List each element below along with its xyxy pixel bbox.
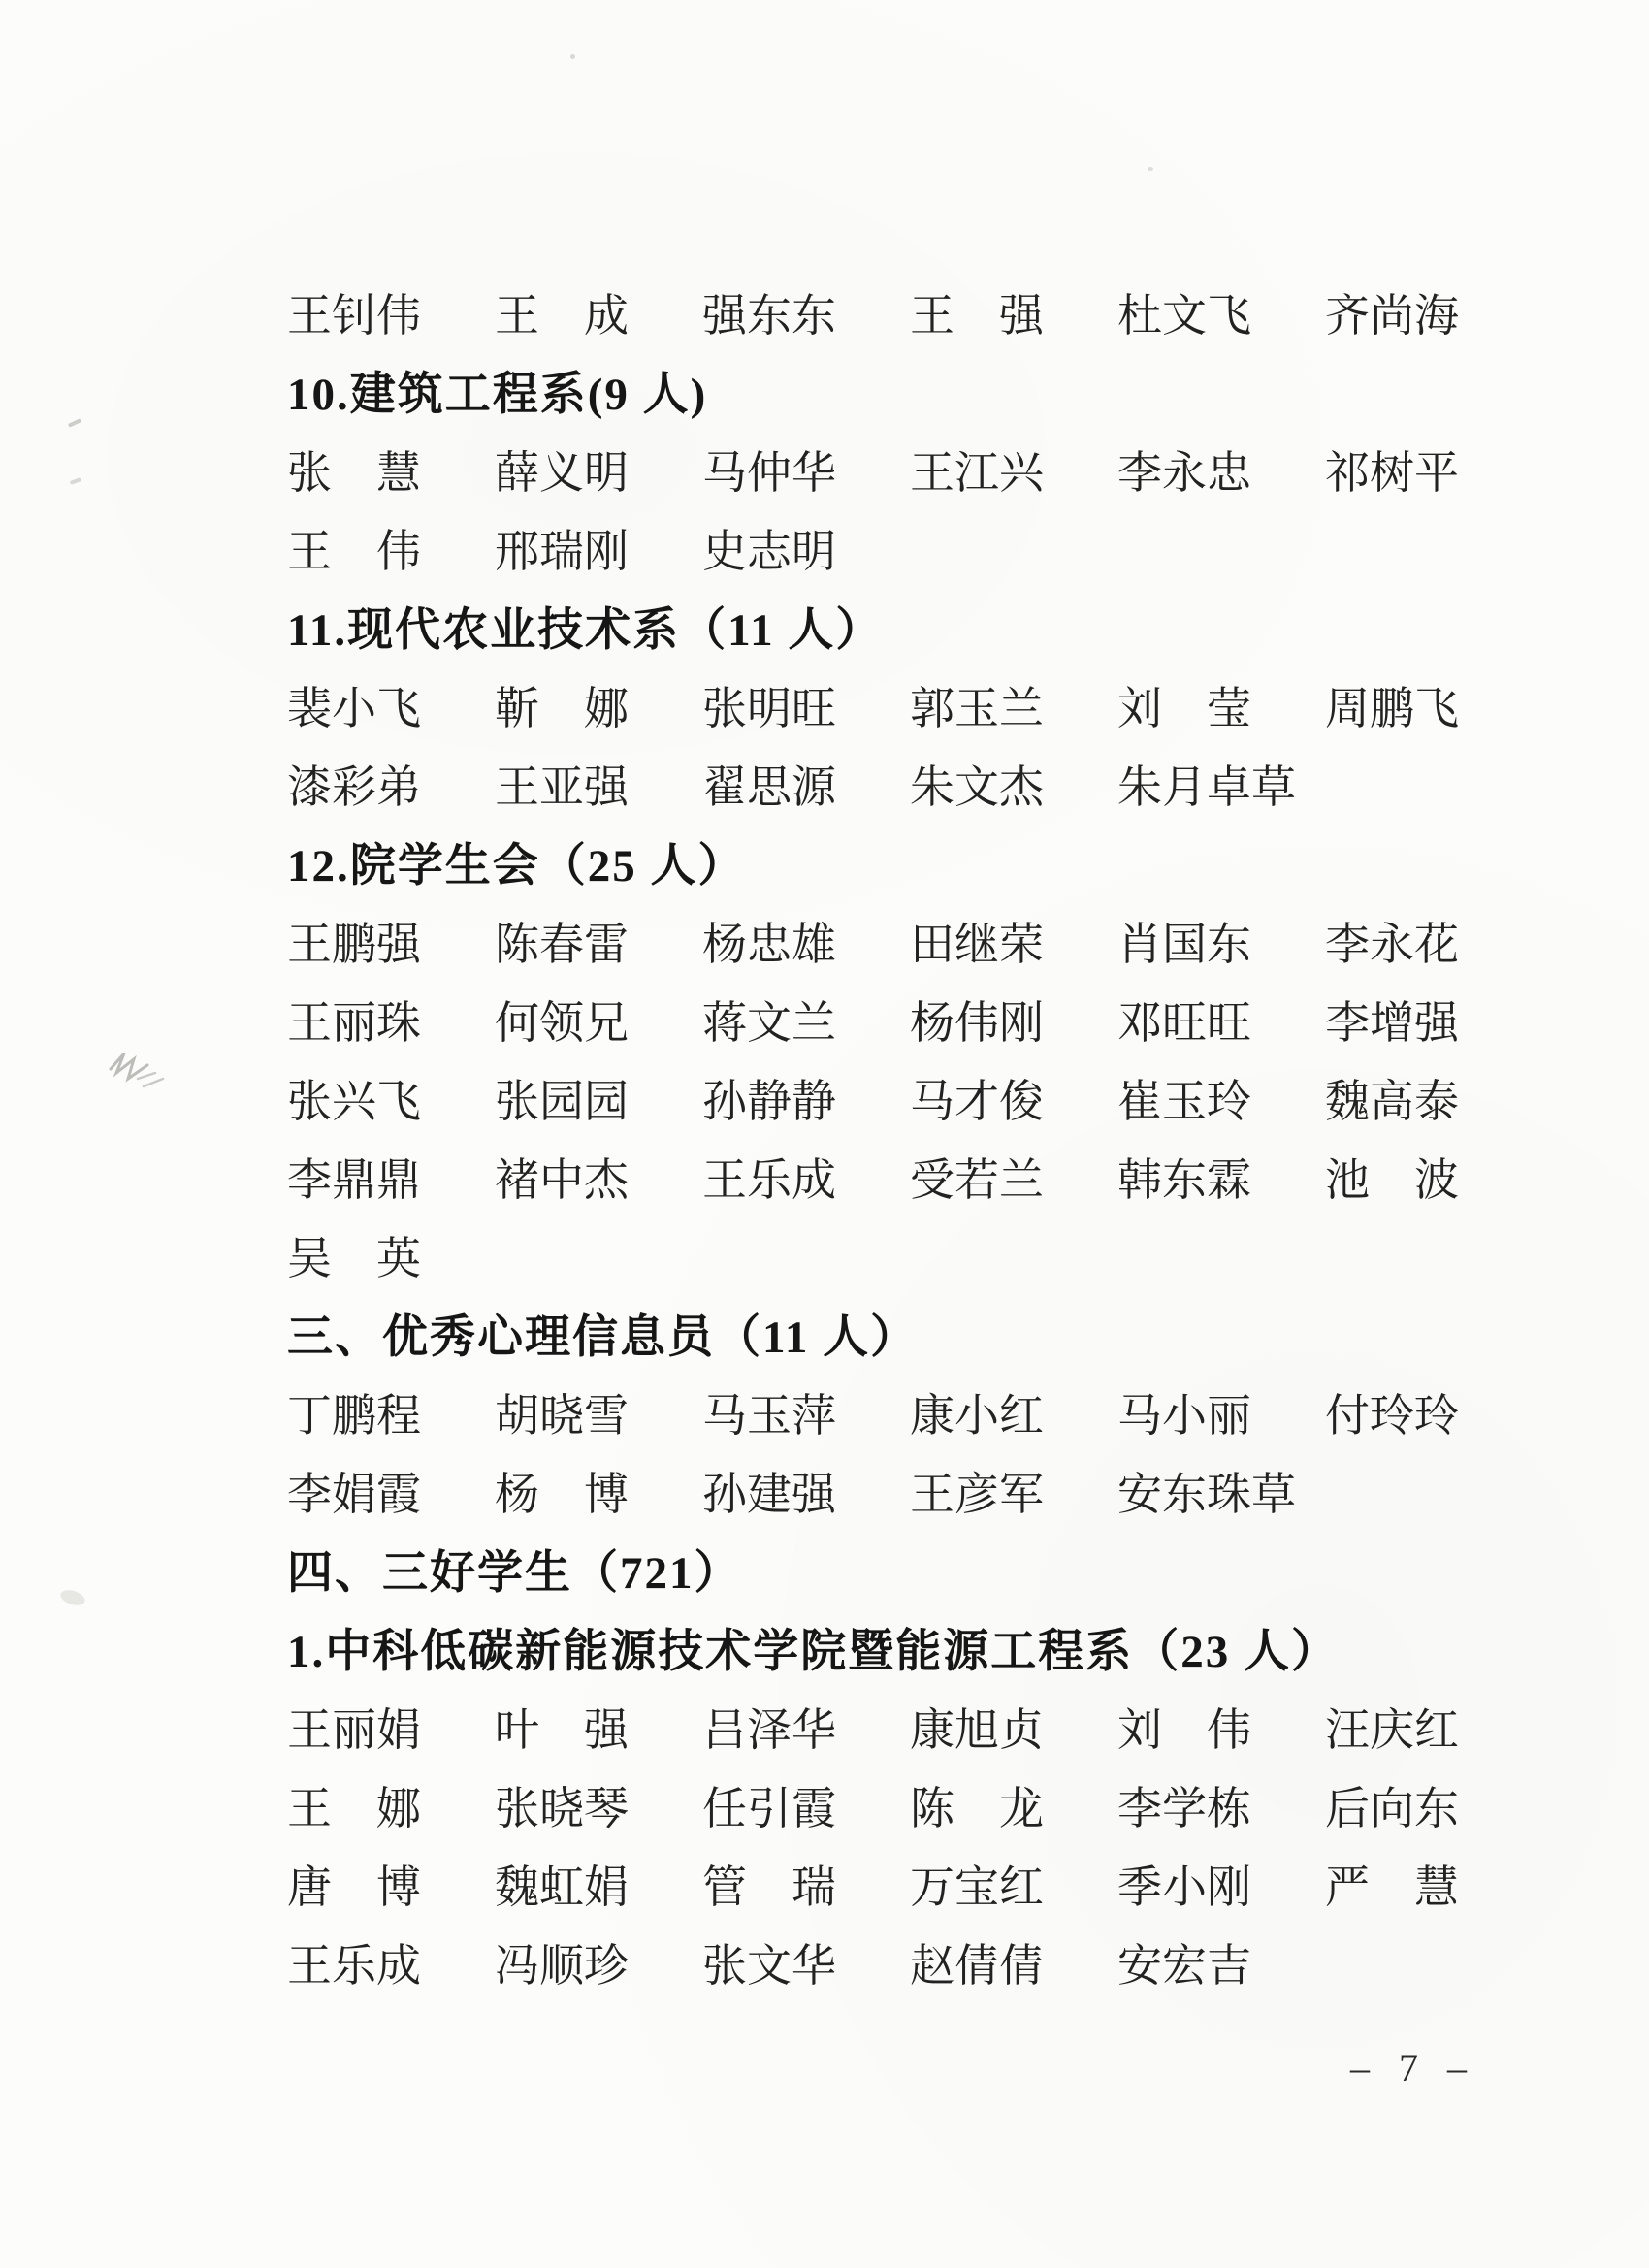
- person-name: 冯顺珍: [495, 1940, 629, 1991]
- person-name: 陈 龙: [910, 1783, 1044, 1833]
- person-name: 韩东霖: [1117, 1154, 1251, 1205]
- person-name: 周鹏飞: [1325, 683, 1459, 733]
- person-name: 王 强: [910, 290, 1044, 340]
- person-name: 王江兴: [910, 447, 1044, 498]
- person-name: 王钊伟: [287, 290, 421, 340]
- person-name: 齐尚海: [1325, 290, 1459, 340]
- person-name: 付玲玲: [1325, 1390, 1459, 1441]
- scan-smudge-artifact: [58, 1587, 86, 1607]
- person-name: 万宝红: [910, 1862, 1044, 1912]
- person-name: 魏虹娟: [495, 1862, 629, 1912]
- person-name: 崔玉玲: [1117, 1076, 1251, 1126]
- person-name: 杜文飞: [1117, 290, 1251, 340]
- person-name: 安东珠草: [1117, 1469, 1296, 1519]
- name-row: [287, 901, 1548, 980]
- person-name: 受若兰: [910, 1154, 1044, 1205]
- person-name: 赵倩倩: [910, 1940, 1044, 1991]
- person-name: 祁树平: [1325, 447, 1459, 498]
- person-name: 孙静静: [702, 1076, 836, 1126]
- person-name: 王 伟: [287, 526, 421, 576]
- person-name: 郭玉兰: [910, 683, 1044, 733]
- document-content: [287, 273, 1548, 2001]
- person-name: 马小丽: [1117, 1390, 1251, 1441]
- person-name: 李永忠: [1117, 447, 1251, 498]
- person-name: 任引霞: [702, 1783, 836, 1833]
- person-name: 刘 伟: [1117, 1704, 1251, 1755]
- person-name: 叶 强: [495, 1704, 629, 1755]
- person-name: 康小红: [910, 1390, 1044, 1441]
- name-row: [287, 1844, 1548, 1923]
- person-name: 陈春雷: [495, 919, 629, 969]
- person-name: 王 娜: [287, 1783, 421, 1833]
- scan-mark-artifact: [68, 418, 81, 428]
- person-name: 朱月卓草: [1117, 761, 1296, 812]
- person-name: 王彦军: [910, 1469, 1044, 1519]
- person-name: 刘 莹: [1117, 683, 1251, 733]
- name-row: [287, 1215, 1548, 1294]
- name-row: [287, 980, 1548, 1058]
- person-name: 田继荣: [910, 919, 1044, 969]
- person-name: 李娟霞: [287, 1469, 421, 1519]
- person-name: 薛义明: [495, 447, 629, 498]
- person-name: 强东东: [702, 290, 836, 340]
- person-name: 魏高泰: [1325, 1076, 1459, 1126]
- person-name: 邓旺旺: [1117, 997, 1251, 1048]
- name-row: [287, 744, 1548, 823]
- person-name: 杨 博: [495, 1469, 629, 1519]
- section-heading: 12.院学生会（25 人）: [287, 841, 746, 891]
- name-row: [287, 273, 1548, 351]
- person-name: 张园园: [495, 1076, 629, 1126]
- person-name: 杨伟刚: [910, 997, 1044, 1048]
- person-name: 安宏吉: [1117, 1940, 1251, 1991]
- person-name: 漆彩弟: [287, 761, 421, 812]
- section-heading: 11.现代农业技术系（11 人）: [287, 605, 884, 656]
- person-name: 马才俊: [910, 1076, 1044, 1126]
- person-name: 唐 博: [287, 1862, 421, 1912]
- person-name: 史志明: [702, 526, 836, 576]
- name-row: [287, 1923, 1548, 2001]
- person-name: 王丽珠: [287, 997, 421, 1048]
- person-name: 王鹏强: [287, 919, 421, 969]
- person-name: 季小刚: [1117, 1862, 1251, 1912]
- person-name: 张兴飞: [287, 1076, 421, 1126]
- person-name: 邢瑞刚: [495, 526, 629, 576]
- scan-mark-artifact: [70, 477, 82, 485]
- person-name: 李永花: [1325, 919, 1459, 969]
- person-name: 杨忠雄: [702, 919, 836, 969]
- person-name: 靳 娜: [495, 683, 629, 733]
- person-name: 何领兄: [495, 997, 629, 1048]
- name-row: [287, 1687, 1548, 1766]
- section-heading: 四、三好学生（721）: [287, 1548, 742, 1599]
- name-row: [287, 1058, 1548, 1137]
- section-heading: 1.中科低碳新能源技术学院暨能源工程系（23 人）: [287, 1627, 1339, 1677]
- person-name: 吴 英: [287, 1233, 421, 1283]
- person-name: 后向东: [1325, 1783, 1459, 1833]
- person-name: 王 成: [495, 290, 629, 340]
- person-name: 张 慧: [287, 447, 421, 498]
- person-name: 吕泽华: [702, 1704, 836, 1755]
- name-row: [287, 1766, 1548, 1844]
- name-row: [287, 430, 1548, 508]
- person-name: 马玉萍: [702, 1390, 836, 1441]
- name-row: [287, 1451, 1548, 1530]
- page-number: – 7 –: [1350, 2046, 1476, 2090]
- person-name: 翟思源: [702, 761, 836, 812]
- person-name: 蒋文兰: [702, 997, 836, 1048]
- name-row: [287, 1137, 1548, 1215]
- person-name: 胡晓雪: [495, 1390, 629, 1441]
- scan-speck-artifact: [1148, 167, 1153, 171]
- person-name: 张文华: [702, 1940, 836, 1991]
- person-name: 孙建强: [702, 1469, 836, 1519]
- person-name: 王丽娟: [287, 1704, 421, 1755]
- person-name: 严 慧: [1325, 1862, 1459, 1912]
- pencil-scribble-artifact: [105, 1040, 182, 1094]
- person-name: 管 瑞: [702, 1862, 836, 1912]
- person-name: 张晓琴: [495, 1783, 629, 1833]
- person-name: 丁鹏程: [287, 1390, 421, 1441]
- name-row: [287, 508, 1548, 587]
- person-name: 裴小飞: [287, 683, 421, 733]
- person-name: 李增强: [1325, 997, 1459, 1048]
- person-name: 汪庆红: [1325, 1704, 1459, 1755]
- person-name: 池 波: [1325, 1154, 1459, 1205]
- person-name: 肖国东: [1117, 919, 1251, 969]
- person-name: 朱文杰: [910, 761, 1044, 812]
- person-name: 李学栋: [1117, 1783, 1251, 1833]
- section-heading: 三、优秀心理信息员（11 人）: [287, 1312, 919, 1363]
- name-row: [287, 1373, 1548, 1451]
- name-row: [287, 665, 1548, 744]
- scan-speck-artifact: [570, 54, 575, 59]
- person-name: 康旭贞: [910, 1704, 1044, 1755]
- person-name: 褚中杰: [495, 1154, 629, 1205]
- section-heading: 10.建筑工程系(9 人): [287, 370, 708, 420]
- person-name: 王乐成: [702, 1154, 836, 1205]
- person-name: 李鼎鼎: [287, 1154, 421, 1205]
- person-name: 王乐成: [287, 1940, 421, 1991]
- person-name: 王亚强: [495, 761, 629, 812]
- person-name: 张明旺: [702, 683, 836, 733]
- person-name: 马仲华: [702, 447, 836, 498]
